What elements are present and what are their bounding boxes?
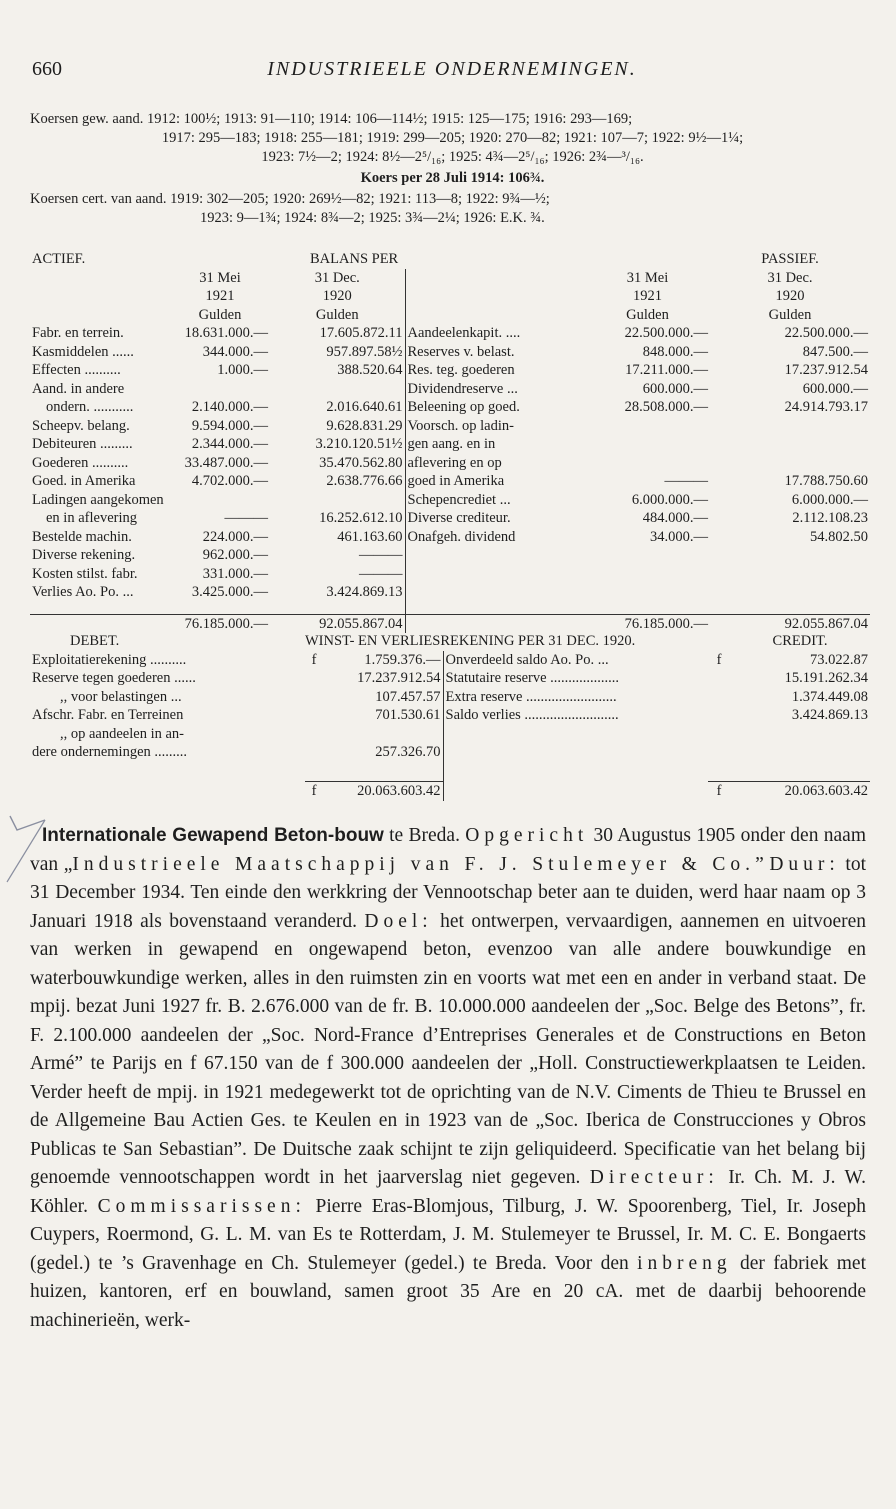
balans-title-row (30, 250, 870, 269)
credit-currency (708, 669, 730, 688)
credit-heading: CREDIT. (772, 633, 828, 649)
debet-value: 1.759.376.— (364, 651, 441, 668)
credit-value (730, 725, 870, 744)
passief-value-1920: 24.914.793.17 (784, 399, 868, 415)
actief-total-1920: 92.055.867.04 (270, 614, 405, 633)
col-head: Gulden (198, 306, 242, 323)
passief-value-1921 (585, 435, 710, 454)
balans-row (30, 472, 870, 491)
credit-currency (708, 743, 730, 762)
actief-value-1921: 331.000.— (202, 565, 268, 582)
passief-label: Onafgeh. dividend (405, 528, 585, 547)
winst-row (30, 651, 870, 670)
actief-label: Effecten .......... (32, 362, 121, 378)
body-text: 30 Augustus 1905 onder den naam van „ (30, 825, 866, 875)
credit-currency (708, 706, 730, 725)
passief-label: Diverse crediteur. (405, 509, 585, 528)
koersen-section (30, 110, 875, 228)
actief-label: Fabr. en terrein. (32, 325, 124, 341)
debet-label: Exploitatierekening .......... (32, 651, 187, 668)
actief-label: Verlies Ao. Po. ... (32, 584, 134, 600)
actief-value-1921: 4.702.000.— (191, 473, 268, 489)
credit-value (730, 743, 870, 762)
balans-table (30, 250, 870, 633)
debet-value: 17.237.912.54 (357, 670, 441, 686)
actief-heading: ACTIEF. (32, 251, 86, 267)
passief-value-1921: 17.211.000.— (625, 362, 708, 378)
actief-label: Debiteuren ......... (32, 436, 133, 452)
debet-value: 257.326.70 (375, 744, 441, 760)
balans-head-row-1 (30, 269, 870, 288)
actief-value-1921: 1.000.— (217, 362, 268, 378)
passief-label: aflevering en op (405, 454, 585, 473)
balans-row (30, 454, 870, 473)
actief-label: Kasmiddelen ...... (32, 343, 134, 360)
actief-value-1920: 388.520.64 (337, 362, 403, 378)
balans-row (30, 361, 870, 380)
actief-value-1920: 17.605.872.11 (319, 325, 403, 341)
actief-value-1920: 957.897.58½ (326, 343, 403, 360)
balans-row (30, 546, 870, 565)
passief-label: Voorsch. op ladin- (405, 417, 585, 436)
actief-label: Scheepv. belang. (32, 417, 130, 434)
passief-total-1921: 76.185.000.— (585, 614, 710, 633)
actief-label: Aand. in andere (32, 380, 125, 397)
page-header (32, 58, 872, 82)
col-head: Gulden (315, 306, 359, 323)
actief-value-1920: 9.628.831.29 (326, 417, 403, 434)
balans-row (30, 528, 870, 547)
actief-value-1921: 2.344.000.— (191, 436, 268, 452)
passief-label: gen aang. en in (405, 435, 585, 454)
actief-total-1921: 76.185.000.— (170, 614, 270, 633)
passief-value-1920 (710, 583, 870, 602)
actief-value-1921: ——— (224, 510, 268, 526)
credit-value: 3.424.869.13 (791, 707, 868, 723)
passief-label: goed in Amerika (405, 472, 585, 491)
passief-label: Beleening op goed. (405, 398, 585, 417)
winst-totals-row (30, 782, 870, 801)
passief-label: Schepencrediet ... (405, 491, 585, 510)
actief-value-1920: ——— (359, 547, 403, 563)
debet-value: 107.457.57 (375, 688, 441, 705)
debet-currency: f (311, 651, 317, 668)
passief-label: Reserves v. belast. (405, 343, 585, 362)
passief-value-1921: 28.508.000.— (624, 399, 708, 415)
actief-label: Goederen .......... (32, 454, 129, 471)
debet-currency (305, 743, 323, 762)
actief-label: Diverse rekening. (32, 547, 136, 563)
company-description (30, 822, 866, 1335)
koersen-cert-line-1: Koersen cert. van aand. 1919: 302—205; 1920: 269½—82; 1921: 113—8; 1922: 9¾—½; (30, 191, 550, 207)
balans-row (30, 324, 870, 343)
actief-value-1921: 2.140.000.— (191, 399, 268, 415)
actief-value-1921: 224.000.— (202, 528, 268, 545)
col-head: 1921 (205, 288, 235, 304)
passief-value-1920: 17.788.750.60 (784, 473, 868, 489)
actief-value-1920 (270, 380, 405, 399)
col-head: 31 Mei (626, 269, 669, 286)
winst-row (30, 706, 870, 725)
totals-spacer (443, 782, 708, 801)
balans-row (30, 565, 870, 584)
debet-total-currency: f (305, 782, 323, 801)
actief-label: Kosten stilst. fabr. (32, 565, 138, 582)
actief-value-1921: 18.631.000.— (184, 325, 268, 341)
description-paragraph (30, 822, 866, 1335)
credit-currency (708, 725, 730, 744)
debet-value (323, 725, 443, 744)
body-text: te Breda. (383, 825, 466, 846)
actief-value-1921: 3.425.000.— (191, 584, 268, 600)
koers-per-juli: Koers per 28 Juli 1914: 106¾. (360, 170, 545, 186)
credit-label: Saldo verlies .......................... (443, 706, 708, 725)
passief-value-1920: 847.500.— (802, 343, 868, 360)
body-text: Pierre Eras-Blomjous, Tilburg, J. W. Spoorenberg, Tiel, Ir. Joseph Cuypers, Roermond, G. L. M. van Es te Rotterdam, J. M. Stulemeyer te Brussel, Ir. M. C. E. Bongaerts (gedel.) te ’s Gravenhage en Ch. Stulemeyer (gedel.) te Breda. Voor den (30, 1195, 866, 1274)
totals-spacer (30, 782, 305, 801)
credit-value: 73.022.87 (810, 651, 868, 668)
passief-label: Aandeelenkapit. .... (405, 324, 585, 343)
debet-total: 20.063.603.42 (323, 782, 443, 801)
credit-value: 15.191.262.34 (784, 670, 868, 686)
balans-title: BALANS PER (310, 251, 399, 267)
actief-value-1921: 962.000.— (202, 547, 268, 563)
balans-row (30, 435, 870, 454)
passief-label (405, 565, 585, 584)
debet-label: ,, voor belastingen ... (60, 688, 182, 705)
col-head: 1921 (633, 288, 662, 304)
actief-value-1921 (170, 380, 270, 399)
koersen-gew-line-1: Koersen gew. aand. 1912: 100½; 1913: 91—110; 1914: 106—114½; 1915: 125—175; 1916: 293—169; (30, 111, 633, 127)
credit-currency (708, 688, 730, 707)
debet-currency (305, 706, 323, 725)
debet-currency (305, 725, 323, 744)
debet-label: dere ondernemingen ......... (32, 744, 188, 760)
balans-row (30, 491, 870, 510)
actief-label: Bestelde machin. (32, 528, 132, 545)
passief-value-1920 (710, 546, 870, 565)
passief-value-1921 (585, 417, 710, 436)
actief-value-1921: 344.000.— (202, 343, 268, 360)
actief-value-1920: 2.638.776.66 (326, 473, 403, 489)
passief-value-1921 (585, 546, 710, 565)
passief-value-1921: 6.000.000.— (631, 491, 708, 508)
debet-label: Afschr. Fabr. en Terreinen (32, 707, 184, 723)
winst-verlies-table (30, 632, 870, 801)
actief-value-1920: 35.470.562.80 (319, 454, 403, 471)
passief-label (405, 583, 585, 602)
credit-value: 1.374.449.08 (791, 688, 868, 705)
balans-head-row-3 (30, 306, 870, 325)
col-head: Gulden (768, 306, 812, 323)
debet-currency (305, 688, 323, 707)
actief-value-1920: 3.424.869.13 (326, 584, 403, 600)
passief-value-1920 (710, 454, 870, 473)
passief-value-1920 (710, 417, 870, 436)
passief-value-1920: 6.000.000.— (791, 491, 868, 508)
col-head: 1920 (775, 288, 805, 304)
actief-value-1920: 461.163.60 (337, 528, 403, 545)
koersen-gew-line-2: 1917: 295—183; 1918: 255—181; 1919: 299—205; 1920: 270—82; 1921: 107—7; 1922: 9½—1¼; (161, 130, 744, 146)
passief-label (405, 546, 585, 565)
passief-value-1921: 22.500.000.— (624, 325, 708, 341)
winst-row (30, 688, 870, 707)
credit-label (443, 725, 708, 744)
passief-value-1920: 600.000.— (802, 380, 868, 397)
col-head: 31 Dec. (314, 269, 360, 286)
actief-value-1921 (170, 491, 270, 510)
label-directeur: Directeur: (589, 1167, 719, 1188)
credit-total-currency: f (708, 782, 730, 801)
balans-row (30, 343, 870, 362)
passief-value-1920: 17.237.912.54 (784, 362, 868, 378)
credit-total: 20.063.603.42 (730, 782, 870, 801)
col-head: 1920 (322, 288, 352, 304)
koersen-gew-line-3: 1923: 7½—2; 1924: 8½—2⁵/₁₆; 1925: 4¾—2⁵/₁₆; 1926: 2¾—³/₁₆. (261, 149, 644, 165)
balans-totals-row (30, 614, 870, 633)
debet-currency (305, 669, 323, 688)
body-text: tot 31 December 1934. Ten einde den werkkring der Vennootschap beter aan te duiden, werd haar naam op 3 Januari 1918 als bovenstaand veranderd. (30, 853, 867, 932)
passief-value-1921: 600.000.— (642, 380, 708, 397)
body-text: Ir. Ch. M. J. W. Köhler. (30, 1167, 866, 1217)
credit-label: Onverdeeld saldo Ao. Po. ... (443, 651, 708, 670)
label-inbreng: inbreng (637, 1252, 732, 1274)
debet-value: 701.530.61 (375, 707, 441, 723)
debet-label: Reserve tegen goederen ...... (32, 670, 196, 686)
body-text: het ontwerpen, vervaardigen, aannemen en uitvoeren van werken in gewapend en ongewapend beton, evenzoo van alle andere bouwkundige en waterbouwkundige werken, alles in den ruimsten zin en voorts wat met een en ander in verband staat. De mpij. bezat Juni 1927 fr. B. 2.676.000 van de fr. B. 10.000.000 aandeelen der „Soc. Belge des Betons”, fr. F. 2.100.000 aandeelen der „Soc. Nord-France d’Entreprises Generales et de Constructions en Beton Armé” te Parijs en f 67.150 van de f 300.000 aandeelen der „Holl. Constructiewerkplaatsen te Leiden. Verder heeft de mpij. in 1921 medegewerkt tot de oprichting van de N.V. Ciments de Thieu te Brussel en de Allgemeine Bau Actien Ges. te Keulen en in 1923 van de „Soc. Iberica de Construcciones y Obros Publicas te San Sebastian”. De Duitsche zaak schijnt te zijn geliquideerd. Specificatie van het belang bij genoemde vennootschappen wordt in het jaarverslag niet gegeven. (30, 910, 866, 1188)
actief-label: en in aflevering (46, 510, 137, 526)
balans-row (30, 417, 870, 436)
passief-value-1920 (710, 565, 870, 584)
actief-value-1921: 9.594.000.— (191, 417, 268, 434)
actief-value-1920: 3.210.120.51½ (315, 436, 403, 452)
passief-value-1921: 484.000.— (642, 510, 708, 526)
passief-heading: PASSIEF. (761, 251, 819, 267)
balans-head-row-2 (30, 287, 870, 306)
debet-label: ,, op aandeelen in an- (60, 725, 185, 742)
credit-currency: f (716, 651, 722, 668)
totals-spacer (405, 614, 585, 633)
winst-row (30, 743, 870, 762)
credit-label: Statutaire reserve ................... (443, 669, 708, 688)
passief-value-1920: 22.500.000.— (784, 325, 868, 341)
old-company-name: Industrieele Maatschappij van F. J. Stulemeyer & Co. (72, 853, 756, 875)
passief-value-1921 (585, 583, 710, 602)
passief-value-1921: ——— (664, 473, 708, 489)
passief-value-1920: 54.802.50 (810, 528, 868, 545)
actief-label: Goed. in Amerika (32, 473, 136, 489)
winst-row (30, 725, 870, 744)
company-name: Internationale Gewapend Beton-bouw (42, 825, 384, 846)
winst-title: WINST- EN VERLIESREKENING PER 31 DEC. 1920. (305, 633, 636, 649)
balans-row (30, 509, 870, 528)
label-opgericht: Opgericht (465, 825, 589, 846)
passief-value-1921: 34.000.— (650, 528, 708, 545)
passief-value-1920: 2.112.108.23 (792, 510, 868, 526)
actief-value-1920: ——— (359, 565, 403, 582)
actief-label: ondern. ........... (46, 399, 134, 415)
actief-value-1920: 2.016.640.61 (326, 399, 403, 415)
actief-value-1921: 33.487.000.— (184, 454, 268, 471)
passief-total-1920: 92.055.867.04 (710, 614, 870, 633)
passief-value-1921 (585, 454, 710, 473)
credit-label (443, 743, 708, 762)
passief-label: Dividendreserve ... (405, 380, 585, 399)
balans-row (30, 398, 870, 417)
credit-label: Extra reserve ......................... (443, 688, 708, 707)
label-duur: Duur: (769, 853, 840, 875)
balans-row (30, 583, 870, 602)
col-head: 31 Dec. (767, 269, 813, 286)
page-number: 660 (32, 58, 62, 80)
passief-value-1921: 848.000.— (642, 343, 708, 360)
actief-value-1920 (270, 491, 405, 510)
body-text: ” (755, 853, 770, 875)
running-title: INDUSTRIEELE ONDERNEMINGEN. (267, 58, 637, 80)
body-text: der fabriek met huizen, kantoren, erf en bouwland, samen groot 35 Are en 20 cA. met de daarbij behoorende machinerieën, werk- (30, 1252, 867, 1331)
debet-heading: DEBET. (70, 633, 120, 649)
balans-row (30, 380, 870, 399)
winst-title-row (30, 632, 870, 651)
totals-spacer (30, 614, 170, 633)
actief-value-1920: 16.252.612.10 (319, 510, 403, 526)
passief-value-1921 (585, 565, 710, 584)
col-head: Gulden (626, 306, 669, 323)
col-head: 31 Mei (199, 269, 241, 286)
label-commissarissen: Commissarissen: (97, 1195, 306, 1217)
koersen-cert-line-2: 1923: 9—1¾; 1924: 8¾—2; 1925: 3¾—2¼; 1926: E.K. ¾. (200, 210, 545, 226)
actief-label: Ladingen aangekomen (32, 491, 164, 508)
winst-row (30, 669, 870, 688)
passief-label: Res. teg. goederen (405, 361, 585, 380)
passief-value-1920 (710, 435, 870, 454)
label-doel: Doel: (364, 910, 433, 932)
